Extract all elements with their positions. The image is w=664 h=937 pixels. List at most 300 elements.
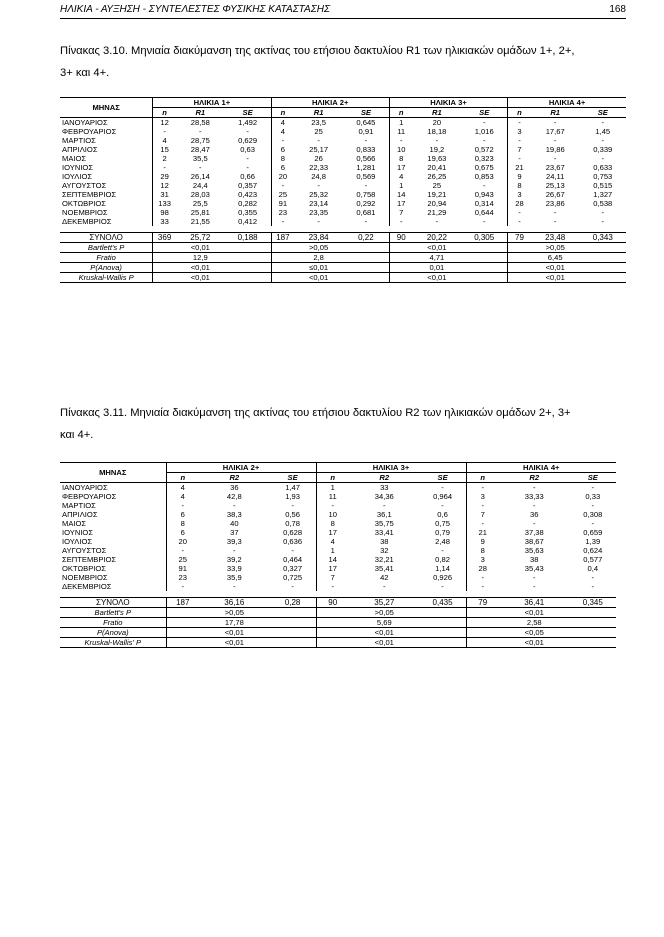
table1 xyxy=(60,97,626,283)
table-cell: 7 xyxy=(389,208,412,217)
table-cell: 33 xyxy=(153,217,176,226)
stat-value: <0,01 xyxy=(531,273,580,283)
table-cell: 4 xyxy=(166,483,199,493)
stat-value: 17,78 xyxy=(199,618,270,628)
table-row xyxy=(60,208,626,217)
table-cell: 36,1 xyxy=(376,510,392,519)
table-cell: - xyxy=(364,181,368,190)
table-row xyxy=(60,217,626,226)
stat-value: >0,05 xyxy=(199,608,270,618)
table-cell: 8 xyxy=(466,546,499,555)
total-label: ΣΥΝΟΛΟ xyxy=(60,598,166,608)
table-cell: 21 xyxy=(508,163,531,172)
table-cell: 29 xyxy=(153,172,176,181)
stat-value: <0,01 xyxy=(531,263,580,273)
table-cell: 25,13 xyxy=(545,181,565,190)
table-cell: - xyxy=(553,118,557,127)
table-cell: 28 xyxy=(466,564,499,573)
table-cell: - xyxy=(383,582,386,591)
column-header: SE xyxy=(343,108,389,118)
table-cell: - xyxy=(389,217,412,226)
table-cell: 21,29 xyxy=(427,208,447,217)
table-cell: - xyxy=(153,163,176,172)
table-cell: 38,67 xyxy=(524,537,544,546)
table-cell: 17,67 xyxy=(545,127,565,136)
table-cell: 3 xyxy=(508,127,531,136)
table-cell: 0,569 xyxy=(356,172,376,181)
total-cell: 0,435 xyxy=(420,598,466,608)
table-cell: 0,926 xyxy=(433,573,453,582)
table-cell: 0,78 xyxy=(285,519,300,528)
month-label: ΟΚΤΩΒΡΙΟΣ xyxy=(62,564,106,573)
stat-spacer xyxy=(420,628,466,638)
month-label: ΝΟΕΜΒΡΙΟΣ xyxy=(62,573,108,582)
table-cell: 25,5 xyxy=(192,199,208,208)
table-cell: 17 xyxy=(389,163,412,172)
month-label: ΙΟΥΝΙΟΣ xyxy=(62,163,94,172)
table-cell: - xyxy=(601,208,605,217)
table-cell: 25 xyxy=(271,190,294,199)
column-header: SE xyxy=(270,473,316,483)
stats-row xyxy=(60,638,616,648)
stat-label: Kruskal-Wallis' P xyxy=(60,638,166,648)
stat-spacer xyxy=(389,273,412,283)
total-cell: 79 xyxy=(466,598,499,608)
month-label: ΙΑΝΟΥΑΡΙΟΣ xyxy=(62,118,108,127)
month-label: ΙΟΥΛΙΟΣ xyxy=(62,172,93,181)
stat-label: Bartlett's P xyxy=(60,243,153,253)
table-cell: 0,629 xyxy=(238,136,258,145)
table-cell: 4 xyxy=(316,537,349,546)
stat-value: <0,01 xyxy=(176,263,225,273)
table-cell: - xyxy=(466,501,499,510)
table-cell: 25,17 xyxy=(309,145,329,154)
table-cell: - xyxy=(553,154,557,163)
table-cell: 35,5 xyxy=(192,154,208,163)
table-cell: - xyxy=(441,546,444,555)
table-cell: - xyxy=(389,136,412,145)
column-header: SE xyxy=(225,108,271,118)
total-cell: 0,305 xyxy=(461,233,507,243)
stat-spacer xyxy=(166,608,199,618)
stat-spacer xyxy=(508,253,531,263)
table-cell: 38 xyxy=(530,555,539,564)
table-cell: 26,14 xyxy=(190,172,210,181)
stat-value: 2,8 xyxy=(294,253,343,263)
table-cell: 20 xyxy=(166,537,199,546)
stat-spacer xyxy=(225,273,271,283)
table-cell: 0,538 xyxy=(593,199,613,208)
table-cell: 1,281 xyxy=(356,163,376,172)
table-row xyxy=(60,483,616,493)
column-header: SE xyxy=(570,473,616,483)
table-cell: - xyxy=(601,217,605,226)
month-label: ΟΚΤΩΒΡΙΟΣ xyxy=(62,199,106,208)
stat-spacer xyxy=(466,618,499,628)
total-cell: 36,41 xyxy=(499,598,570,608)
stat-spacer xyxy=(508,243,531,253)
table-cell: 25,32 xyxy=(309,190,329,199)
table-cell: - xyxy=(508,217,531,226)
stat-spacer xyxy=(271,243,294,253)
table-cell: 4 xyxy=(271,127,294,136)
table-cell: 1 xyxy=(389,181,412,190)
stat-value: >0,05 xyxy=(531,243,580,253)
table-cell: 32 xyxy=(380,546,389,555)
table-cell: 19,63 xyxy=(427,154,447,163)
table-cell: 0,572 xyxy=(474,145,494,154)
table-cell: 0,327 xyxy=(283,564,303,573)
table-cell: - xyxy=(466,573,499,582)
age-group-header: ΗΛΙΚΙΑ 4+ xyxy=(508,98,626,108)
stat-spacer xyxy=(461,263,507,273)
table-cell: 24,4 xyxy=(192,181,208,190)
table-cell: 23,67 xyxy=(545,163,565,172)
table-cell: 0,423 xyxy=(238,190,258,199)
table-cell: - xyxy=(508,154,531,163)
stat-label: Fratio xyxy=(60,253,153,263)
table-cell: - xyxy=(291,582,294,591)
column-header: R2 xyxy=(199,473,270,483)
table-cell: 35,41 xyxy=(374,564,394,573)
table-cell: 39,3 xyxy=(226,537,242,546)
table-cell: - xyxy=(553,136,557,145)
total-cell: 20,22 xyxy=(413,233,462,243)
table-cell: 33 xyxy=(380,483,389,492)
table-cell: - xyxy=(199,127,202,136)
table-cell: 1,016 xyxy=(474,127,494,136)
table-cell: - xyxy=(271,136,294,145)
age-group-header: ΗΛΙΚΙΑ 1+ xyxy=(153,98,271,108)
table-cell: - xyxy=(532,501,536,510)
month-header: ΜΗΝΑΣ xyxy=(60,463,166,483)
stat-value: <0,01 xyxy=(176,243,225,253)
table-cell: 24,11 xyxy=(545,172,565,181)
stat-spacer xyxy=(153,253,176,263)
table-cell: - xyxy=(532,573,536,582)
stat-spacer xyxy=(461,253,507,263)
table-cell: 0,292 xyxy=(356,199,376,208)
stat-spacer xyxy=(508,263,531,273)
age-group-header: ΗΛΙΚΙΑ 3+ xyxy=(316,463,466,473)
stat-value: <0,01 xyxy=(199,628,270,638)
table-cell: - xyxy=(364,136,368,145)
column-header: n xyxy=(466,473,499,483)
total-cell: 35,27 xyxy=(349,598,420,608)
table-cell: 1 xyxy=(316,483,349,493)
table-row xyxy=(60,136,626,145)
table-cell: - xyxy=(166,546,199,555)
table-cell: 0,323 xyxy=(474,154,494,163)
column-header: n xyxy=(271,108,294,118)
table-cell: 0,633 xyxy=(593,163,613,172)
month-header: ΜΗΝΑΣ xyxy=(60,98,153,118)
table-cell: 37 xyxy=(230,528,239,537)
stat-spacer xyxy=(580,263,626,273)
table-cell: 40 xyxy=(230,519,239,528)
total-cell: 36,16 xyxy=(199,598,270,608)
table-cell: 6 xyxy=(166,528,199,537)
total-cell: 369 xyxy=(153,233,176,243)
table-cell: - xyxy=(383,501,386,510)
table-cell: - xyxy=(591,501,595,510)
table-cell: - xyxy=(246,127,249,136)
table-cell: 0,725 xyxy=(283,573,303,582)
table-cell: 91 xyxy=(166,564,199,573)
table-cell: 0,644 xyxy=(474,208,494,217)
table-cell: - xyxy=(601,136,605,145)
table-cell: - xyxy=(591,519,595,528)
table-cell: 0,82 xyxy=(435,555,450,564)
column-header: n xyxy=(166,473,199,483)
stat-spacer xyxy=(316,628,349,638)
stat-spacer xyxy=(343,263,389,273)
page-number: 168 xyxy=(609,4,626,15)
table-cell: 0,6 xyxy=(437,510,448,519)
table-cell: 1,47 xyxy=(285,483,300,492)
total-cell: 90 xyxy=(389,233,412,243)
stat-spacer xyxy=(153,243,176,253)
table-cell: 18,18 xyxy=(427,127,447,136)
table-cell: - xyxy=(532,483,536,492)
table-cell: - xyxy=(482,181,486,190)
table-cell: 14 xyxy=(316,555,349,564)
table-cell: 0,91 xyxy=(358,127,374,136)
table-cell: 35,9 xyxy=(226,573,242,582)
table-cell: 7 xyxy=(316,573,349,582)
table-cell: 1,492 xyxy=(238,118,258,127)
stat-spacer xyxy=(343,253,389,263)
table-cell: - xyxy=(508,118,531,128)
table-cell: 35,75 xyxy=(374,519,394,528)
month-label: ΙΟΥΛΙΟΣ xyxy=(62,537,93,546)
table-cell: 1,93 xyxy=(285,492,300,501)
stat-value: <0,01 xyxy=(294,273,343,283)
table-cell: - xyxy=(591,483,595,492)
stat-spacer xyxy=(166,638,199,648)
column-header: R1 xyxy=(413,108,462,118)
table-row xyxy=(60,573,616,582)
running-title: ΗΛΙΚΙΑ - ΑΥΞΗΣΗ - ΣΥΝΤΕΛΕΣΤΕΣ ΦΥΣΙΚΗΣ ΚΑΤΑΣΤΑΣΗΣ xyxy=(60,4,330,15)
table-cell: - xyxy=(532,519,536,528)
table-cell: - xyxy=(508,136,531,145)
table-cell: 12 xyxy=(153,118,176,128)
month-label: ΜΑΙΟΣ xyxy=(62,154,87,163)
stat-value: 5,69 xyxy=(349,618,420,628)
table-cell: 25 xyxy=(432,181,442,190)
table-cell: 1,14 xyxy=(435,564,450,573)
stat-spacer xyxy=(420,608,466,618)
table-cell: 25 xyxy=(166,555,199,564)
table-cell: 19,21 xyxy=(427,190,447,199)
month-label: ΝΟΕΜΒΡΙΟΣ xyxy=(62,208,108,217)
table-cell: - xyxy=(532,582,536,591)
table-cell: - xyxy=(317,217,320,226)
stat-spacer xyxy=(270,618,316,628)
table-cell: 0,464 xyxy=(283,555,303,564)
table2 xyxy=(60,462,616,648)
stat-spacer xyxy=(570,608,616,618)
table-cell: - xyxy=(441,501,444,510)
table-cell: 4 xyxy=(166,492,199,501)
stat-value: 12,9 xyxy=(176,253,225,263)
table-row xyxy=(60,546,616,555)
table-cell: - xyxy=(233,501,236,510)
table-cell: 4 xyxy=(271,118,294,128)
table-cell: 0,56 xyxy=(285,510,300,519)
table2-caption: Πίνακας 3.11. Μηνιαία διακύμανση της ακτίνας του ετήσιου δακτυλίου R2 των ηλικιακών ομάδων 2+, 3+ και 4+. xyxy=(60,407,571,441)
stat-spacer xyxy=(570,638,616,648)
stats-row xyxy=(60,618,616,628)
table-row xyxy=(60,163,626,172)
table-cell: 91 xyxy=(271,199,294,208)
stat-spacer xyxy=(225,243,271,253)
table-cell: 9 xyxy=(508,172,531,181)
month-label: ΦΕΒΡΟΥΑΡΙΟΣ xyxy=(62,127,117,136)
table-cell: 23,35 xyxy=(309,208,329,217)
table-cell: 34,36 xyxy=(374,492,394,501)
table-cell: - xyxy=(246,154,249,163)
stat-spacer xyxy=(271,273,294,283)
table-cell: 0,515 xyxy=(593,181,613,190)
age-group-header: ΗΛΙΚΙΑ 2+ xyxy=(271,98,389,108)
age-group-header: ΗΛΙΚΙΑ 2+ xyxy=(166,463,316,473)
table-cell: 11 xyxy=(389,127,412,136)
table-cell: 21 xyxy=(466,528,499,537)
table-cell: 36 xyxy=(530,510,539,519)
table-row xyxy=(60,537,616,546)
total-cell: 23,48 xyxy=(531,233,580,243)
table-cell: 0,308 xyxy=(583,510,603,519)
total-row xyxy=(60,598,616,608)
table-cell: - xyxy=(291,501,294,510)
stats-row xyxy=(60,273,626,283)
table-cell: 8 xyxy=(508,181,531,190)
stat-value: <0,01 xyxy=(349,638,420,648)
table-cell: - xyxy=(466,483,499,493)
stat-value: <0,01 xyxy=(176,273,225,283)
table-cell: - xyxy=(553,208,557,217)
table-cell: 26 xyxy=(314,154,323,163)
stat-spacer xyxy=(225,263,271,273)
table-cell: - xyxy=(364,217,368,226)
table-cell: 20 xyxy=(271,172,294,181)
stat-spacer xyxy=(580,253,626,263)
table-cell: - xyxy=(508,208,531,217)
table-cell: - xyxy=(466,519,499,528)
table-cell: - xyxy=(317,181,320,190)
table-cell: 3 xyxy=(466,492,499,501)
stat-spacer xyxy=(461,243,507,253)
month-label: ΔΕΚΕΜΒΡΙΟΣ xyxy=(62,217,112,226)
stat-spacer xyxy=(153,263,176,273)
table-row xyxy=(60,145,626,154)
table-cell: - xyxy=(441,483,444,492)
stat-spacer xyxy=(166,628,199,638)
stat-value: <0,01 xyxy=(349,628,420,638)
table-cell: - xyxy=(316,582,349,591)
table-row xyxy=(60,181,626,190)
stat-value: 0,01 xyxy=(413,263,462,273)
table-cell: 32,21 xyxy=(374,555,394,564)
table-cell: - xyxy=(271,217,294,226)
stat-value: ≤0,01 xyxy=(294,263,343,273)
table-cell: 0,75 xyxy=(435,519,450,528)
month-label: ΣΕΠΤΕΜΒΡΙΟΣ xyxy=(62,555,117,564)
table-cell: - xyxy=(166,501,199,510)
table-cell: 11 xyxy=(316,492,349,501)
table-cell: 10 xyxy=(316,510,349,519)
table-cell: 33,9 xyxy=(226,564,242,573)
table-cell: 1,45 xyxy=(595,127,611,136)
table-cell: 0,339 xyxy=(593,145,613,154)
table-cell: - xyxy=(199,163,202,172)
table-row xyxy=(60,172,626,181)
table-cell: - xyxy=(246,163,249,172)
table-row xyxy=(60,582,616,591)
table-cell: 19,86 xyxy=(545,145,565,154)
table-cell: - xyxy=(153,127,176,136)
table-cell: - xyxy=(233,582,236,591)
table-cell: 42,8 xyxy=(226,492,242,501)
stat-spacer xyxy=(316,608,349,618)
stat-spacer xyxy=(153,273,176,283)
table-cell: 39,2 xyxy=(226,555,242,564)
table-cell: 1,327 xyxy=(593,190,613,199)
table-cell: 36 xyxy=(230,483,239,492)
stat-spacer xyxy=(570,618,616,628)
stat-value: <0,01 xyxy=(413,243,462,253)
stat-label: Kruskal-Wallis P xyxy=(60,273,153,283)
table-cell: 0,4 xyxy=(587,564,599,573)
table1-caption: Πίνακας 3.10. Μηνιαία διακύμανση της ακτίνας του ετήσιου δακτυλίου R1 των ηλικιακών ομάδων 1+, 2+, 3+ και 4+. xyxy=(60,45,575,79)
table-cell: - xyxy=(482,118,486,127)
month-label: ΜΑΡΤΙΟΣ xyxy=(62,501,96,510)
table-row xyxy=(60,528,616,537)
table-cell: 8 xyxy=(166,519,199,528)
total-cell: 90 xyxy=(316,598,349,608)
age-group-header: ΗΛΙΚΙΑ 3+ xyxy=(389,98,507,108)
stat-spacer xyxy=(271,263,294,273)
column-header: n xyxy=(316,473,349,483)
table-cell: 23 xyxy=(271,208,294,217)
stat-value: <0,01 xyxy=(499,638,570,648)
table-cell: 2,48 xyxy=(435,537,450,546)
table-cell: 4 xyxy=(153,136,176,145)
stat-value: >0,05 xyxy=(349,608,420,618)
stats-row xyxy=(60,628,616,638)
table-cell: 0,628 xyxy=(283,528,303,537)
stat-label: Fratio xyxy=(60,618,166,628)
table-cell: 33,33 xyxy=(524,492,544,501)
stat-spacer xyxy=(466,608,499,618)
table-cell: 38 xyxy=(380,537,389,546)
total-cell: 187 xyxy=(271,233,294,243)
stat-value: <0,01 xyxy=(199,638,270,648)
table-cell: - xyxy=(435,136,439,145)
column-header: SE xyxy=(461,108,507,118)
table-cell: 19,2 xyxy=(429,145,445,154)
column-header: R2 xyxy=(349,473,420,483)
table-cell: 22,33 xyxy=(309,163,329,172)
table-cell: 7 xyxy=(508,145,531,154)
table-cell: - xyxy=(466,582,499,591)
table-cell: 28,03 xyxy=(190,190,210,199)
table-cell: 3 xyxy=(466,555,499,564)
table-cell: 1 xyxy=(316,546,349,555)
table-cell: 35,63 xyxy=(524,546,544,555)
total-cell: 187 xyxy=(166,598,199,608)
